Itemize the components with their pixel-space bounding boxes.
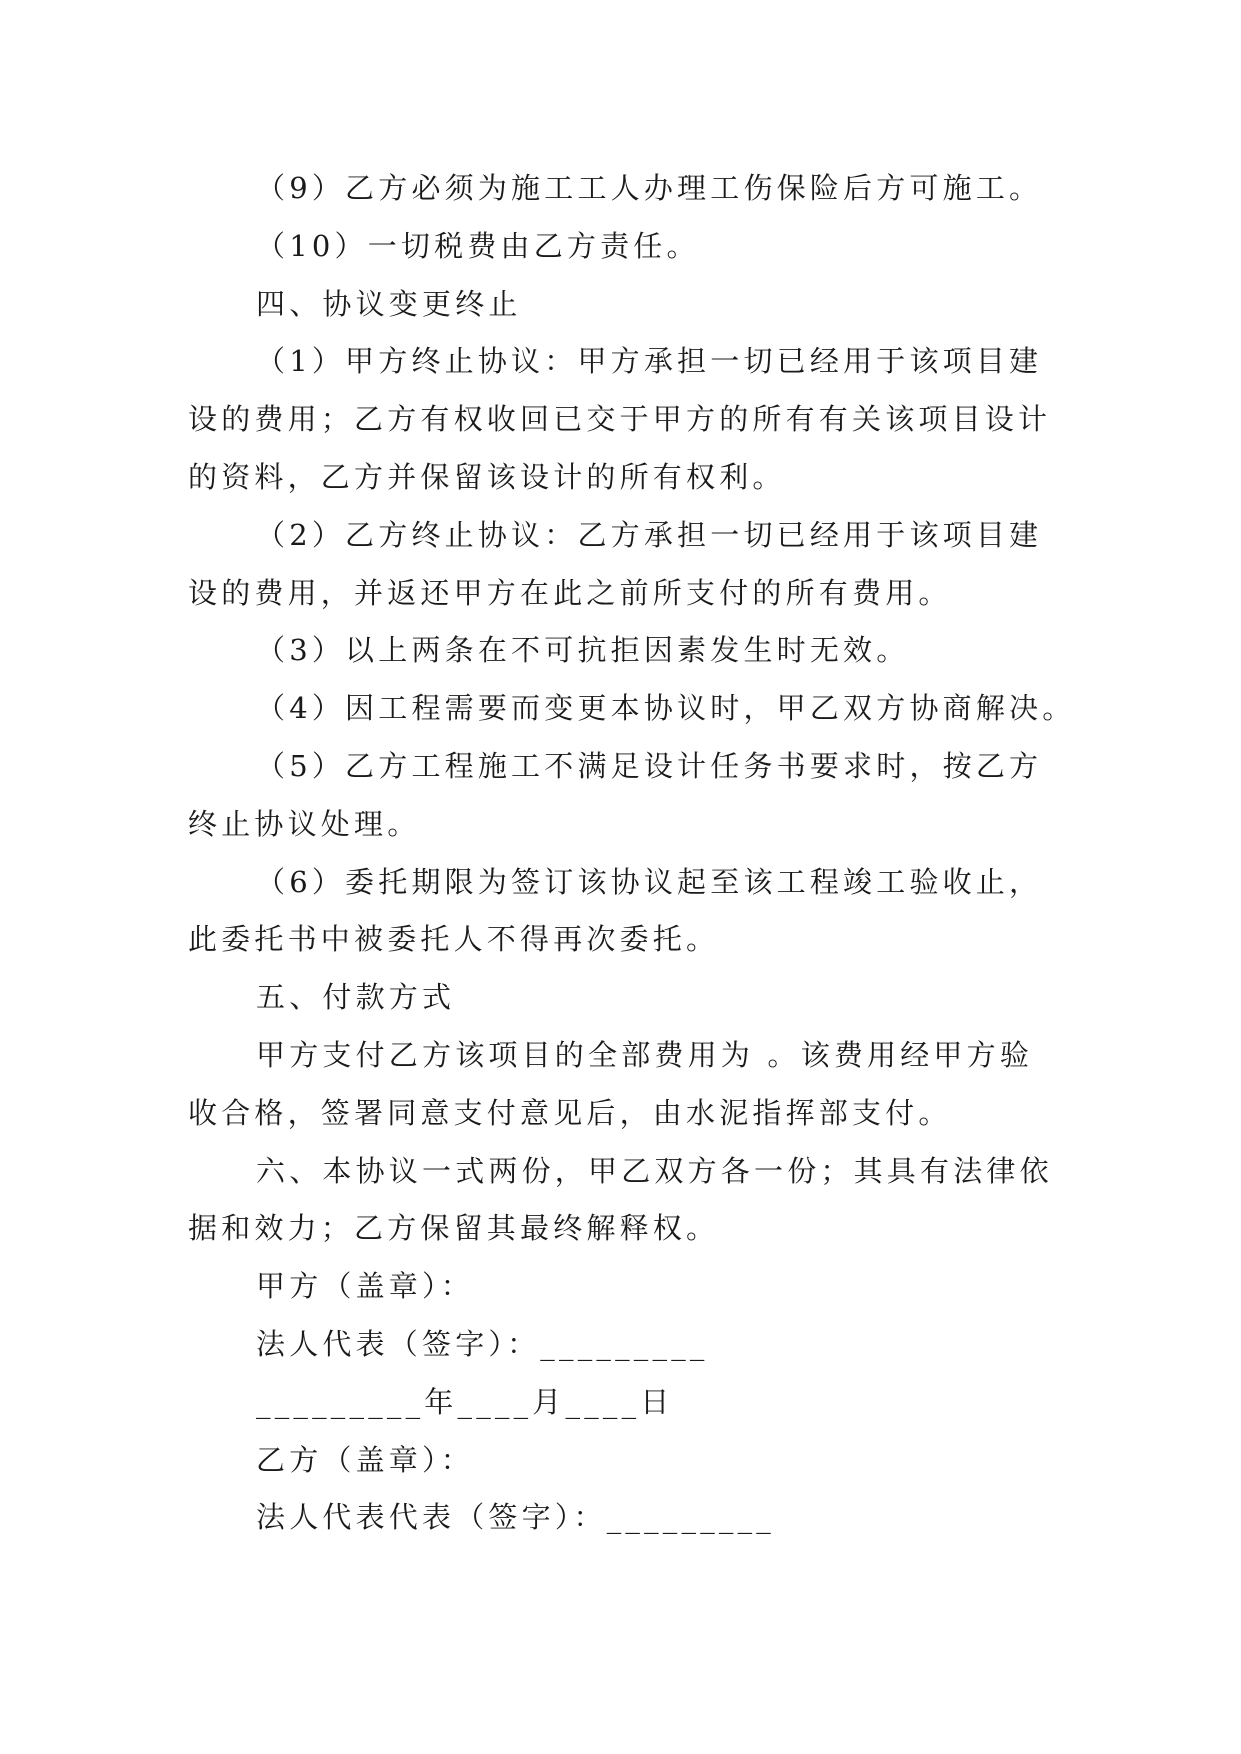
clause-9: （9）乙方必须为施工工人办理工伤保险后方可施工。 [256,171,1043,205]
termination-clause-2-line-2: 设的费用，并返还甲方在此之前所支付的所有费用。 [188,575,952,610]
section-6-line-1: 六、本协议一式两份，甲乙双方各一份；其具有法律依 [256,1153,1053,1188]
party-b-signature-line: 法人代表代表（签字）：_________ [256,1500,776,1535]
termination-clause-5-line-2: 终止协议处理。 [188,806,421,841]
termination-clause-3: （3）以上两条在不可抗拒因素发生时无效。 [256,633,910,668]
termination-clause-6-line-2: 此委托书中被委托人不得再次委托。 [188,922,720,957]
termination-clause-6-line-1: （6）委托期限为签订该协议起至该工程竣工验收止， [256,864,1043,899]
section-6-line-2: 据和效力；乙方保留其最终解释权。 [188,1211,720,1246]
section-heading-4: 四、协议变更终止 [256,286,522,321]
termination-clause-1-line-2: 设的费用；乙方有权收回已交于甲方的所有有关该项目设计 [188,402,1052,437]
payment-text-line-1: 甲方支付乙方该项目的全部费用为 。该费用经甲方验 [256,1037,1034,1072]
termination-clause-1-line-3: 的资料，乙方并保留该设计的所有权利。 [188,459,786,494]
payment-text-line-2: 收合格，签署同意支付意见后，由水泥指挥部支付。 [188,1095,952,1130]
section-heading-5: 五、付款方式 [256,980,456,1015]
termination-clause-4: （4）因工程需要而变更本协议时，甲乙双方协商解决。 [256,691,1076,726]
party-a-signature-line: 法人代表（签字）：_________ [256,1326,709,1361]
date-line: _________年____月____日 [256,1384,674,1419]
termination-clause-2-line-1: （2）乙方终止协议：乙方承担一切已经用于该项目建 [256,517,1043,552]
clause-10: （10）一切税费由乙方责任。 [256,228,700,263]
party-b-seal-label: 乙方（盖章）： [256,1442,474,1477]
termination-clause-1-line-1: （1）甲方终止协议：甲方承担一切已经用于该项目建 [256,344,1043,379]
party-a-seal-label: 甲方（盖章）： [256,1269,474,1304]
termination-clause-5-line-1: （5）乙方工程施工不满足设计任务书要求时，按乙方 [256,748,1043,783]
document-body [188,160,1076,1547]
